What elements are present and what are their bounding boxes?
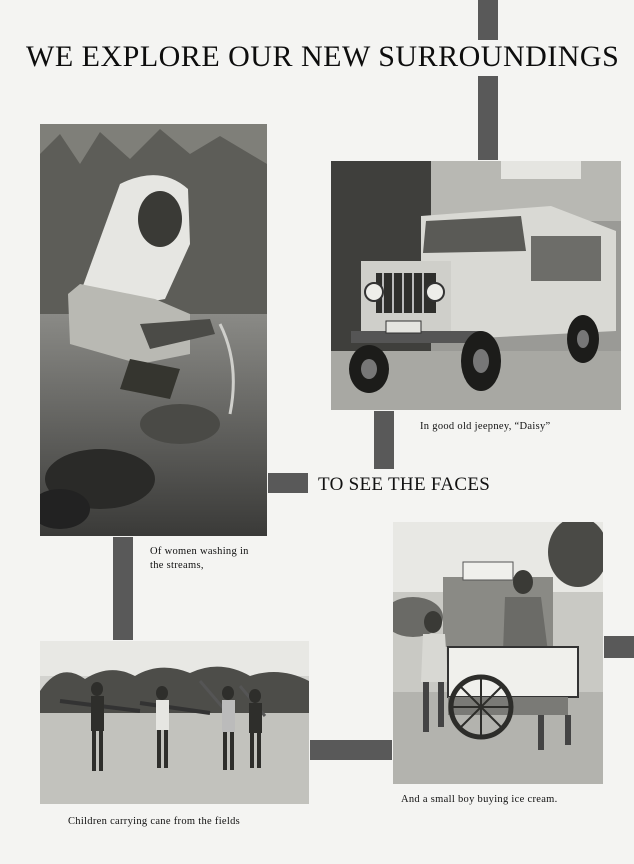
decor-bar-left-vertical [113,537,133,640]
photo-woman-washing [40,124,267,536]
decor-bar-right-edge [604,636,634,658]
caption-jeepney: In good old jeepney, “Daisy” [420,421,551,432]
decor-bar-mid-horizontal [268,473,308,493]
decor-bar-mid-vertical [374,411,394,469]
decor-bar-title-vertical [478,76,498,160]
decor-bar-top-vertical [478,0,498,40]
photo-children-cane [40,641,309,804]
photo-jeepney [331,161,621,410]
page-title: WE EXPLORE OUR NEW SURROUNDINGS [26,40,620,73]
caption-ice-cream: And a small boy buying ice cream. [401,794,558,805]
photo-ice-cream-cart [393,522,603,784]
caption-women-line2: the streams, [150,560,204,571]
decor-bar-bottom-horizontal [310,740,392,760]
caption-women-line1: Of women washing in [150,546,249,557]
caption-children: Children carrying cane from the fields [68,816,241,827]
caption-women-washing [150,545,249,573]
section-subhead: TO SEE THE FACES [318,474,491,495]
